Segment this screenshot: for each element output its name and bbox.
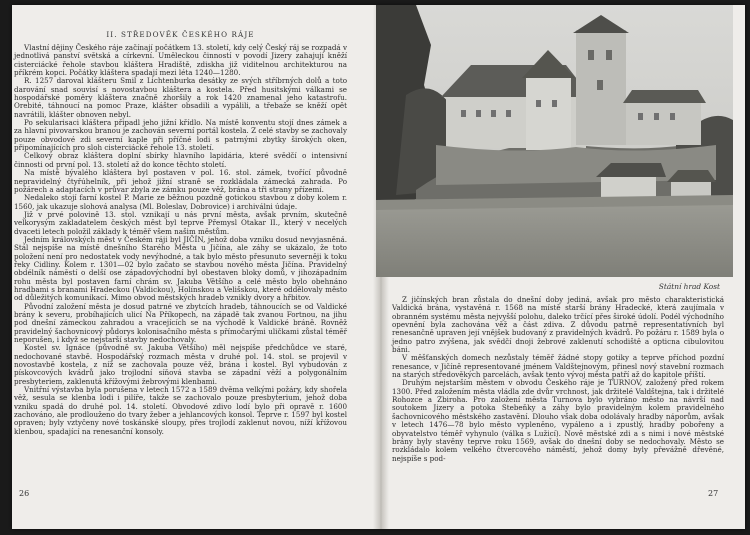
left-page [14, 30, 347, 436]
paragraph: Druhým nejstarším městem v obvodu Českého ráje je TURNOV, založený před rokem 1300. Před založením města vládla zde dvůr vrchnost, jak držitelé Valdštejna, tak i držitelé Rohozce a Zbiroha. Pro založení města Turnova bylo vybráno město na návrší nad soutokem Jizery a potoka Stebeňky a záhy bylo pravidelným kolem pravidelného šachovnicového městského zastavění. Dlouho však doba odolávaly hradby náporům, avšak v letech 1476—78 bylo město vypleněno, vypáleno a i zpustlý, hradby pobořeny a obyvatelstvo téměř vyhynulo (válka s Lužicí). Nově městské zdi a s nimi i nové městské brány byly stavěny teprve roku 1569, avšak do dnešní doby se nedochovaly. Město se rozkládalo kolem velkého čtvercového náměstí, jehož domy byly převážně dřevěné, nejspíše s pod- [392, 378, 724, 463]
paragraph: V měšťanských domech nezůstaly téměř žádné stopy gotiky a teprve příchod pozdní renesance, v Jičíně representované jménem Valdštejnovým, přinesl nový stavební rozmach na starých středověkých parcelách, avšak tento vývoj města patří až do kapitole příští. [392, 353, 724, 380]
left-page-body [14, 44, 347, 436]
paragraph: Kostel sv. Ignáce (původně sv. Jakuba Většího) měl nejspíše předchůdce ve staré, nedochované stavbě. Hospodářský rozmach města v druhé pol. 14. stol. se projevil v novostavbě kostela, z níž se zachovala pouze věž, brána i kostel. Byl vybudován z pískovcových kvádrů jako trojlodní síňová stavba se západní věží a polygonálním presbyteriem, zaklenutá křížovými žebrovými klenbami. [14, 343, 347, 386]
right-page-body [392, 296, 724, 463]
right-page [392, 296, 724, 463]
paragraph: Vnitřní výstavba byla porušena v letech 1572 a 1589 dvěma velkými požáry, kdy shořela věž, sesula se klenba lodi i pilíře, takže se zachovalo pouze presbyterium, jehož doba vzniku spadá do druhé pol. 14. století. Obvodové zdivo lodí bylo při opravě r. 1600 zachováno, ale prodlouženo do tvary žeber a jehlancových konsol. Teprve r. 1597 byl kostel opraven; byly vztyčeny nové toskánské sloupy, přes trojlodí zaklenut novou, níží křížovou klenbou, spadající na renesanční konsoly. [14, 385, 347, 436]
paragraph: Celkový obraz kláštera doplní sbírky hlavního lapidária, které svědčí o intensivní činnosti od první pol. 13. století až do konce těchto století. [14, 151, 347, 169]
paragraph: Na místě bývalého kláštera byl postaven v pol. 16. stol. zámek, tvořící původně nepravidelný čtyřúhelník, při jehož jižní straně se rozkládala zámecká zahrada. Po požárech a adaptacích v průvar zbyla ze zámku pouze věž, brána a tři strany přízemí. [14, 168, 347, 194]
paragraph: Vlastní dějiny Českého ráje začínají počátkem 13. století, kdy celý Český ráj se rozpadá v jednotlivá panství světská a církevní. Uměleckou činností v povodí Jizery zahajují kněží cisterciácké řehole stavbou kláštera Hradiště, zdiskha již viditelnou architekturou na příkrém kopci. Počátky kláštera spadají mezi léta 1240—1280. [14, 43, 347, 78]
chapter-title: II. STŘEDOVĚK ČESKÉHO RÁJE [106, 30, 255, 39]
photo-caption: Státní hrad Kost [658, 282, 720, 291]
paragraph: Nedaleko stojí farní kostel P. Marie ze běžnou pozdně gotickou stavbou z doby kolem r. 1560, jak ukazuje slohová analysa (Ml. Boleslav, Dobrovice) i archiválni údaje. [14, 193, 347, 211]
page-number-right: 27 [708, 489, 719, 498]
paragraph: Jedním královských měst v Českém ráji byl JIČÍN, jehož doba vzniku dosud nevyjasněná. Stál nejspíše na místě dnešního Starého Města u Jičína, ale záhy se ukázalo, že toto položení není pro nedostatek vody nevýhodné, a tak bylo město přesunuto severněji k toku řeky Cidliny. Kolem r. 1301—02 bylo začato se stavbou nového města Jičína. Pravidelný obdélník náměstí o delší ose západovýchodní byl obestaven bloky domů, v jihozápadním rohu města byl postaven farní chrám sv. Jakuba Většího a celé město bylo obehnáno hradbami s branami Hradeckou (Valdickou), Holínskou a Velišskou, které oddělovaly město od důležitých komunikací. Mimo obvod městských hradeb vznikly dvory a hřbitov. [14, 234, 347, 303]
paragraph: R. 1257 daroval klášteru Smil z Lichtenburka desátky ze svých stříbrných dolů a toto darování snad souvisí s novostavbou kláštera a kostela. Před husitskými válkami se hospodářské poměry kláštera značně zhoršily a rok 1420 znamenal jeho katastrofu. Orebité, táhnoucí na pomoc Praze, klášter obsadili a vypálili, a třebaže se kněží opět navrátili, klášter obnoven nebyl. [14, 76, 347, 119]
paragraph: Původní založení města je dosud patrné ve zbytcích hradeb, táhnoucích se od Valdické brány k severu, probíhajících ulicí Na Příkopech, na západě tak zvanou Fortnou, na jihu pod dnešní zámeckou zahradou a vracejících se na východě k Valdické bráně. Rovněž pravidelný šachovnicový půdorys kolonisačního města s přímočarými uličkami zůstal téměř neporušen, i když se nejstarší stavby nedochovaly. [14, 301, 347, 345]
castle-photo [376, 5, 733, 277]
paragraph: Již v prvé polovině 13. stol. vznikají u nás první města, avšak prvním, skutečně velkorysým zakladatelem českých měst byl teprve Přemysl Otakar II., který v necelých dvaceti letech položil základy k téměř všem našim městům. [14, 209, 347, 236]
page-number-left: 26 [19, 489, 30, 498]
paragraph: Po sekularisaci kláštera připadl jeho jižní křídlo. Na místě konventu stojí dnes zámek a za hlavní pivovarskou branou je zachován severní portál kostela. Z celé stavby se zachovaly pouze obvodové zdi severní kaple při příčné lodi s patrnými zbytky širokých oken, připomínajících pro sloh cisterciácké řehole 13. století. [14, 118, 347, 153]
paragraph: Z jičínských bran zůstala do dnešní doby jediná, avšak pro město charakteristická Valdická brána, vystavěná r. 1568 na místě starší brány Hradecké, která zaujímala v obranném systému města nejvyšší polohu, daleko trčící přes široké údolí. Podél východního opevnění byla zachována věž a část zdiva. Z důvodu patrně representativních byl renesančně upraven její vnějšek budovaný z pravidelných kvádrů. Po požáru r. 1589 byla o jedno patro zvýšena, jak svědčí dnoji žebrové zaklenutí schodiště a opticna cibulovitou báni. [392, 295, 724, 355]
